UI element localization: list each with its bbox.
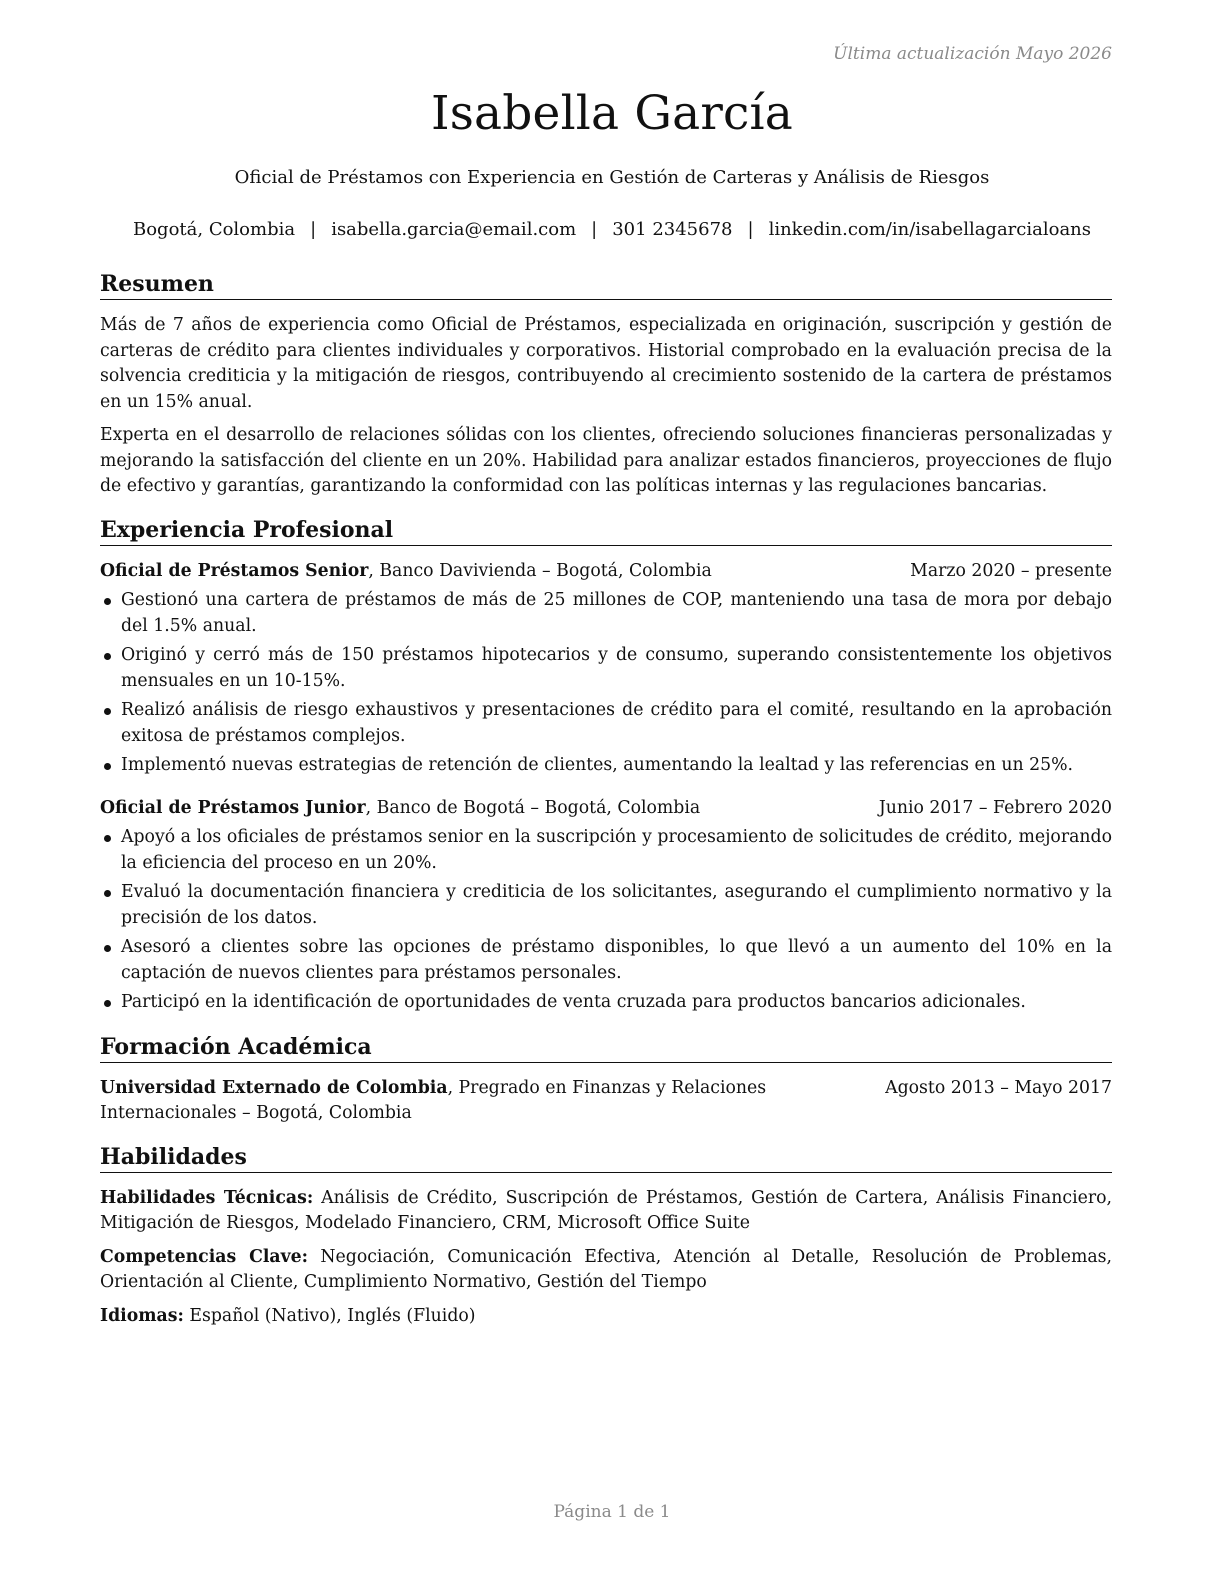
job-dates: Junio 2017 – Febrero 2020 <box>878 797 1112 818</box>
job-bullets <box>100 825 1112 1016</box>
list-item: Originó y cerró más de 150 préstamos hipotecarios y de consumo, superando consistentemente los objetivos mensuales en un 10-15%. <box>100 643 1112 694</box>
job-title-line <box>100 559 712 585</box>
job-employer: , Banco Davivienda – Bogotá, Colombia <box>368 560 712 581</box>
candidate-name: Isabella García <box>430 86 794 141</box>
skill-label: Idiomas: <box>100 1305 184 1326</box>
contact-location: Bogotá, Colombia <box>132 219 296 240</box>
resume-body <box>100 270 1112 1345</box>
contact-linkedin[interactable]: linkedin.com/in/isabellagarcialoans <box>768 219 1092 240</box>
job-bullets <box>100 588 1112 779</box>
list-item: Evaluó la documentación financiera y crediticia de los solicitantes, asegurando el cumplimiento normativo y la precisión de los datos. <box>100 880 1112 931</box>
job-dates: Marzo 2020 – presente <box>910 560 1112 581</box>
professional-headline: Oficial de Préstamos con Experiencia en Gestión de Carteras y Análisis de Riesgos <box>234 167 990 188</box>
skill-group <box>100 1245 1112 1296</box>
education-institution: Universidad Externado de Colombia <box>100 1077 448 1098</box>
job-entry <box>100 559 1112 779</box>
summary-paragraph: Más de 7 años de experiencia como Oficial de Préstamos, especializada en originación, suscripción y gestión de carteras de crédito para clientes individuales y corporativos. Historial comprobado en la evaluación precisa de la solvencia crediticia y la mitigación de riesgos, contribuyendo al crecimiento sostenido de la cartera de préstamos en un 15% anual. <box>100 315 1112 412</box>
page-number: Página 1 de 1 <box>553 1502 671 1522</box>
job-header <box>100 559 1112 585</box>
skill-text: Análisis de Crédito, Suscripción de Préstamos, Gestión de Cartera, Análisis Financiero, Mitigación de Riesgos, Modelado Financiero, CRM, Microsoft Office Suite <box>100 1187 1112 1233</box>
skills-section <box>100 1143 1112 1330</box>
experience-section <box>100 516 1112 1016</box>
job-employer: , Banco de Bogotá – Bogotá, Colombia <box>365 797 701 818</box>
education-dates: Agosto 2013 – Mayo 2017 <box>885 1077 1112 1098</box>
contact-line <box>0 219 1224 240</box>
education-entry <box>100 1076 1112 1127</box>
list-item: Apoyó a los oficiales de préstamos senior en la suscripción y procesamiento de solicitudes de crédito, mejorando la eficiencia del proceso en un 20%. <box>100 825 1112 876</box>
job-role: Oficial de Préstamos Junior <box>100 797 366 818</box>
list-item: Participó en la identificación de oportunidades de venta cruzada para productos bancarios adicionales. <box>100 990 1112 1016</box>
skill-group <box>100 1304 1112 1330</box>
education-details <box>100 1076 873 1127</box>
contact-phone: 301 2345678 <box>612 219 733 240</box>
list-item: Realizó análisis de riesgo exhaustivos y presentaciones de crédito para el comité, resultando en la aprobación exitosa de préstamos complejos. <box>100 698 1112 749</box>
summary-paragraph: Experta en el desarrollo de relaciones sólidas con los clientes, ofreciendo soluciones financieras personalizadas y mejorando la satisfacción del cliente en un 20%. Habilidad para analizar estados financieros, proyecciones de flujo de efectivo y garantías, garantizando la conformidad con las políticas internas y las regulaciones bancarias. <box>100 425 1112 496</box>
education-degree: , Pregrado en Finanzas y Relaciones Internacionales – Bogotá, Colombia <box>100 1077 767 1123</box>
skill-text: Negociación, Comunicación Efectiva, Atención al Detalle, Resolución de Problemas, Orientación al Cliente, Cumplimiento Normativo, Gestión del Tiempo <box>100 1246 1112 1292</box>
list-item: Gestionó una cartera de préstamos de más de 25 millones de COP, manteniendo una tasa de mora por debajo del 1.5% anual. <box>100 588 1112 639</box>
job-title-line <box>100 796 700 822</box>
last-updated: Última actualización Mayo 2026 <box>833 44 1112 64</box>
list-item: Implementó nuevas estrategias de retención de clientes, aumentando la lealtad y las referencias en un 25%. <box>100 753 1112 779</box>
skill-label: Competencias Clave: <box>100 1246 309 1267</box>
section-title-skills: Habilidades <box>100 1143 1112 1173</box>
section-title-experience: Experiencia Profesional <box>100 516 1112 546</box>
skill-group <box>100 1186 1112 1237</box>
job-header <box>100 796 1112 822</box>
skill-label: Habilidades Técnicas: <box>100 1187 314 1208</box>
skill-text: Español (Nativo), Inglés (Fluido) <box>183 1305 476 1326</box>
section-title-summary: Resumen <box>100 270 1112 300</box>
job-entry <box>100 796 1112 1016</box>
contact-separator: | <box>591 219 598 240</box>
contact-email[interactable]: isabella.garcia@email.com <box>331 219 577 240</box>
education-section <box>100 1033 1112 1127</box>
section-title-education: Formación Académica <box>100 1033 1112 1063</box>
summary-section <box>100 270 1112 500</box>
contact-separator: | <box>747 219 754 240</box>
contact-separator: | <box>310 219 317 240</box>
list-item: Asesoró a clientes sobre las opciones de préstamo disponibles, lo que llevó a un aumento del 10% en la captación de nuevos clientes para préstamos personales. <box>100 935 1112 986</box>
job-role: Oficial de Préstamos Senior <box>100 560 369 581</box>
